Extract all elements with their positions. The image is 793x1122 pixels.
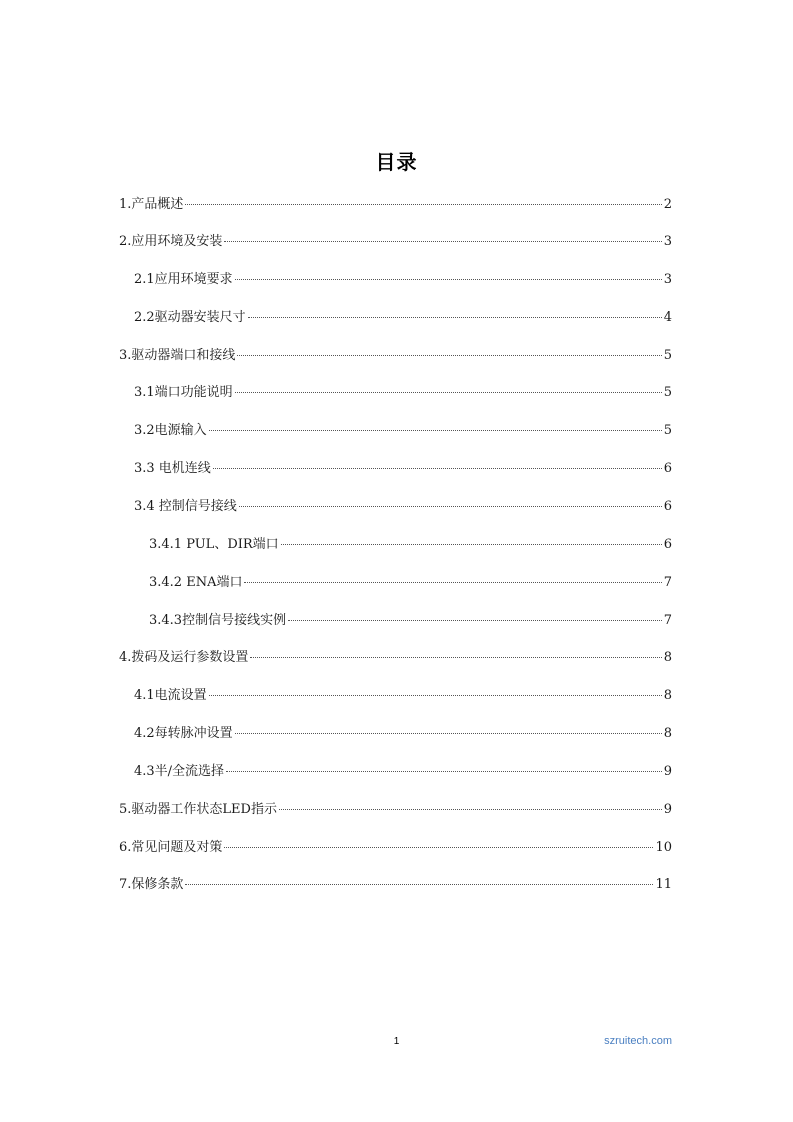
leader-dots [250,657,661,658]
toc-title: 目录 [375,150,418,174]
toc-entry-6[interactable] [119,839,672,857]
toc-entry-3-4-1[interactable] [149,536,672,554]
toc-entry-page: 3 [663,234,672,249]
leader-dots [209,430,662,431]
toc-entry-label: 3.1端口功能说明 [134,385,233,400]
toc-entry-7[interactable] [119,876,672,894]
toc-entry-3-4-2[interactable] [149,574,672,592]
toc-entry-label: 5.驱动器工作状态LED指示 [119,802,277,817]
toc-entry-3[interactable] [119,347,672,365]
toc-entry-label: 3.3 电机连线 [134,461,211,476]
leader-dots [213,468,662,469]
toc-entry-3-2[interactable] [134,422,672,440]
toc-entry-page: 5 [663,385,672,400]
leader-dots [244,582,661,583]
toc-entry-label: 4.2每转脉冲设置 [134,726,233,741]
toc-entry-3-4[interactable] [134,498,672,516]
footer-page-number: 1 [393,1036,400,1047]
toc-entry-3-1[interactable] [134,384,672,402]
toc-entry-page: 8 [663,688,672,703]
toc-entry-3-4-3[interactable] [149,612,672,630]
leader-dots [224,241,661,242]
toc-entry-label: 3.4 控制信号接线 [134,499,237,514]
toc-entry-label: 3.4.3控制信号接线实例 [149,613,287,628]
toc-entry-2[interactable] [119,233,672,251]
toc-entry-page: 4 [663,310,672,325]
footer-website[interactable]: szruitech.com [604,1035,672,1047]
toc-entry-page: 9 [663,802,672,817]
toc-entry-5[interactable] [119,801,672,819]
toc-entry-label: 3.2电源输入 [134,423,207,438]
leader-dots [281,544,662,545]
toc-entry-page: 5 [663,423,672,438]
toc-entry-label: 4.1电流设置 [134,688,207,703]
toc-entry-4-1[interactable] [134,687,672,705]
toc-entry-label: 3.4.1 PUL、DIR端口 [149,537,279,552]
toc-entry-label: 4.3半/全流选择 [134,764,225,779]
leader-dots [248,317,662,318]
toc-entry-page: 6 [663,461,672,476]
leader-dots [209,695,662,696]
toc-entry-2-1[interactable] [134,271,672,289]
toc-entry-4-3[interactable] [134,763,672,781]
toc-entry-page: 7 [663,613,672,628]
toc-entry-1[interactable] [119,196,672,214]
toc-entry-page: 8 [663,650,672,665]
toc-entry-page: 2 [663,197,672,212]
toc-entry-page: 10 [655,840,672,855]
toc-entry-label: 2.1应用环境要求 [134,272,233,287]
leader-dots [279,809,662,810]
leader-dots [185,884,653,885]
leader-dots [235,279,662,280]
toc-entry-page: 6 [663,537,672,552]
leader-dots [224,847,653,848]
leader-dots [226,771,662,772]
toc-entry-page: 8 [663,726,672,741]
leader-dots [237,355,661,356]
toc-entry-page: 6 [663,499,672,514]
leader-dots [288,620,662,621]
toc-entry-3-3[interactable] [134,460,672,478]
toc-entry-label: 1.产品概述 [119,197,184,212]
leader-dots [239,506,662,507]
toc-entry-4-2[interactable] [134,725,672,743]
toc-entry-4[interactable] [119,649,672,667]
toc-entry-label: 6.常见问题及对策 [119,840,223,855]
toc-entry-label: 2.2驱动器安装尺寸 [134,310,246,325]
toc-entry-label: 3.4.2 ENA端口 [149,575,243,590]
toc-entry-page: 3 [663,272,672,287]
toc-entry-page: 11 [655,877,672,892]
toc-entry-2-2[interactable] [134,309,672,327]
toc-entry-label: 4.拨码及运行参数设置 [119,650,249,665]
toc-entry-label: 2.应用环境及安装 [119,234,223,249]
leader-dots [235,733,662,734]
toc-entry-label: 7.保修条款 [119,877,184,892]
toc-entry-page: 7 [663,575,672,590]
toc-entry-page: 9 [663,764,672,779]
toc-entry-page: 5 [663,348,672,363]
toc-entry-label: 3.驱动器端口和接线 [119,348,236,363]
leader-dots [235,392,662,393]
leader-dots [185,204,661,205]
